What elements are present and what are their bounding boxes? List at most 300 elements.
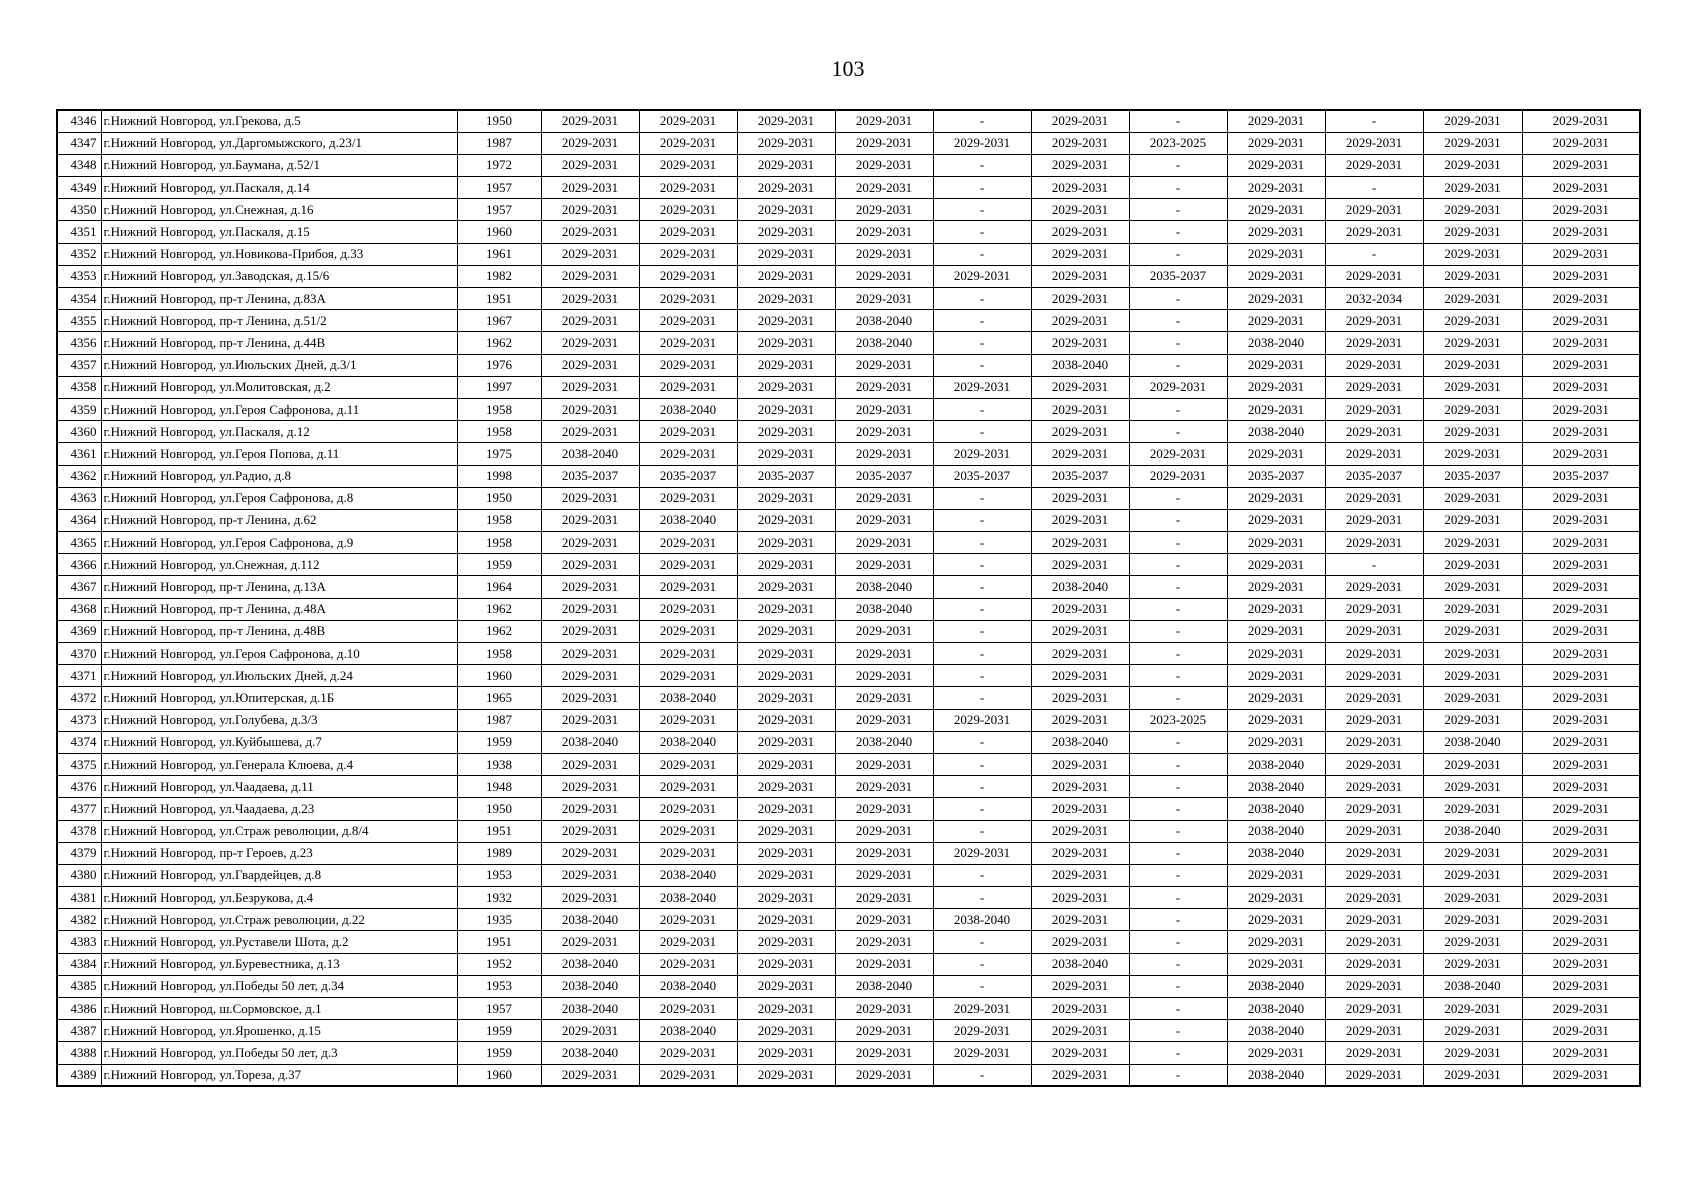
cell-row-number: 4380 [57,864,101,886]
cell-period-2: 2029-2031 [639,421,737,443]
cell-row-number: 4366 [57,554,101,576]
cell-row-number: 4374 [57,731,101,753]
cell-period-6: 2029-2031 [1031,887,1129,909]
cell-period-5: - [933,154,1031,176]
cell-period-2: 2029-2031 [639,620,737,642]
cell-period-5: - [933,199,1031,221]
cell-address: г.Нижний Новгород, ул.Паскаля, д.12 [101,421,457,443]
cell-period-9: 2029-2031 [1325,909,1423,931]
cell-address: г.Нижний Новгород, пр-т Ленина, д.62 [101,509,457,531]
cell-period-4: 2029-2031 [835,620,933,642]
cell-build-year: 1959 [457,554,541,576]
cell-period-3: 2029-2031 [737,532,835,554]
cell-period-1: 2029-2031 [541,509,639,531]
cell-period-7: - [1129,177,1227,199]
cell-address: г.Нижний Новгород, ул.Гвардейцев, д.8 [101,864,457,886]
cell-period-9: 2029-2031 [1325,509,1423,531]
cell-address: г.Нижний Новгород, ул.Заводская, д.15/6 [101,265,457,287]
cell-address: г.Нижний Новгород, пр-т Ленина, д.44В [101,332,457,354]
cell-period-11: 2029-2031 [1522,1064,1640,1086]
cell-period-3: 2029-2031 [737,310,835,332]
cell-period-1: 2038-2040 [541,998,639,1020]
cell-period-8: 2029-2031 [1227,554,1325,576]
cell-period-9: 2029-2031 [1325,1064,1423,1086]
cell-row-number: 4388 [57,1042,101,1064]
cell-period-5: - [933,820,1031,842]
cell-period-10: 2029-2031 [1423,753,1522,775]
cell-period-6: 2029-2031 [1031,998,1129,1020]
cell-period-2: 2029-2031 [639,931,737,953]
cell-period-6: 2029-2031 [1031,288,1129,310]
cell-period-6: 2029-2031 [1031,1020,1129,1042]
cell-period-10: 2029-2031 [1423,1042,1522,1064]
cell-period-9: 2029-2031 [1325,221,1423,243]
cell-period-3: 2029-2031 [737,598,835,620]
cell-period-10: 2029-2031 [1423,953,1522,975]
cell-build-year: 1958 [457,509,541,531]
cell-period-10: 2029-2031 [1423,598,1522,620]
cell-period-7: - [1129,1020,1227,1042]
cell-period-4: 2029-2031 [835,398,933,420]
cell-period-7: - [1129,687,1227,709]
table-row [57,1042,1640,1064]
cell-period-1: 2029-2031 [541,154,639,176]
cell-period-6: 2029-2031 [1031,1064,1129,1086]
cell-row-number: 4350 [57,199,101,221]
cell-period-4: 2029-2031 [835,887,933,909]
cell-period-2: 2029-2031 [639,487,737,509]
cell-row-number: 4359 [57,398,101,420]
cell-period-7: - [1129,487,1227,509]
cell-period-8: 2038-2040 [1227,332,1325,354]
cell-build-year: 1958 [457,643,541,665]
cell-period-1: 2029-2031 [541,931,639,953]
cell-build-year: 1953 [457,864,541,886]
cell-period-2: 2038-2040 [639,398,737,420]
cell-period-5: - [933,931,1031,953]
cell-period-6: 2029-2031 [1031,199,1129,221]
cell-period-8: 2029-2031 [1227,354,1325,376]
cell-period-4: 2038-2040 [835,576,933,598]
cell-build-year: 1957 [457,199,541,221]
cell-period-8: 2029-2031 [1227,532,1325,554]
cell-period-4: 2029-2031 [835,487,933,509]
cell-period-7: - [1129,731,1227,753]
cell-period-7: - [1129,288,1227,310]
cell-period-4: 2029-2031 [835,421,933,443]
cell-period-11: 2029-2031 [1522,487,1640,509]
cell-address: г.Нижний Новгород, ул.Снежная, д.112 [101,554,457,576]
cell-period-5: - [933,798,1031,820]
cell-period-5: 2029-2031 [933,132,1031,154]
cell-period-7: - [1129,221,1227,243]
cell-period-4: 2038-2040 [835,731,933,753]
cell-address: г.Нижний Новгород, ул.Грекова, д.5 [101,110,457,132]
cell-build-year: 1948 [457,776,541,798]
cell-period-7: - [1129,576,1227,598]
cell-period-2: 2029-2031 [639,576,737,598]
cell-period-8: 2029-2031 [1227,509,1325,531]
cell-period-9: - [1325,110,1423,132]
cell-period-4: 2029-2031 [835,643,933,665]
cell-period-11: 2029-2031 [1522,975,1640,997]
cell-build-year: 1961 [457,243,541,265]
cell-period-5: - [933,221,1031,243]
cell-period-8: 2029-2031 [1227,154,1325,176]
cell-build-year: 1953 [457,975,541,997]
table-body [57,110,1640,1086]
cell-address: г.Нижний Новгород, ул.Страж революции, д.8/4 [101,820,457,842]
cell-period-5: - [933,532,1031,554]
cell-address: г.Нижний Новгород, ул.Даргомыжского, д.23/1 [101,132,457,154]
cell-period-9: 2029-2031 [1325,354,1423,376]
cell-period-8: 2038-2040 [1227,842,1325,864]
cell-period-6: 2038-2040 [1031,953,1129,975]
cell-period-2: 2029-2031 [639,998,737,1020]
cell-period-11: 2029-2031 [1522,132,1640,154]
cell-period-1: 2029-2031 [541,643,639,665]
cell-period-7: - [1129,598,1227,620]
cell-address: г.Нижний Новгород, ул.Руставели Шота, д.2 [101,931,457,953]
cell-address: г.Нижний Новгород, пр-т Ленина, д.48А [101,598,457,620]
cell-address: г.Нижний Новгород, ул.Паскаля, д.15 [101,221,457,243]
cell-period-9: 2029-2031 [1325,820,1423,842]
table-row [57,820,1640,842]
cell-period-7: 2023-2025 [1129,132,1227,154]
cell-row-number: 4369 [57,620,101,642]
cell-period-2: 2029-2031 [639,221,737,243]
cell-period-2: 2029-2031 [639,443,737,465]
cell-period-10: 2029-2031 [1423,487,1522,509]
cell-period-3: 2029-2031 [737,753,835,775]
cell-period-10: 2029-2031 [1423,221,1522,243]
cell-period-9: 2029-2031 [1325,842,1423,864]
cell-build-year: 1987 [457,132,541,154]
cell-period-10: 2029-2031 [1423,132,1522,154]
cell-period-7: - [1129,509,1227,531]
cell-period-8: 2029-2031 [1227,687,1325,709]
cell-period-4: 2029-2031 [835,931,933,953]
table-row [57,487,1640,509]
cell-address: г.Нижний Новгород, ул.Ярошенко, д.15 [101,1020,457,1042]
cell-period-10: 2029-2031 [1423,665,1522,687]
cell-build-year: 1957 [457,177,541,199]
cell-period-1: 2038-2040 [541,443,639,465]
cell-period-4: 2029-2031 [835,177,933,199]
cell-period-7: - [1129,753,1227,775]
cell-period-3: 2029-2031 [737,376,835,398]
cell-period-5: - [933,110,1031,132]
cell-period-4: 2029-2031 [835,243,933,265]
cell-period-6: 2029-2031 [1031,554,1129,576]
cell-period-8: 2029-2031 [1227,398,1325,420]
cell-period-11: 2029-2031 [1522,421,1640,443]
cell-period-9: 2035-2037 [1325,465,1423,487]
cell-period-11: 2029-2031 [1522,443,1640,465]
cell-period-4: 2029-2031 [835,443,933,465]
cell-row-number: 4372 [57,687,101,709]
cell-build-year: 1987 [457,709,541,731]
table-row [57,332,1640,354]
table-row [57,421,1640,443]
cell-period-8: 2029-2031 [1227,177,1325,199]
cell-period-5: - [933,554,1031,576]
cell-period-9: 2029-2031 [1325,532,1423,554]
cell-period-1: 2029-2031 [541,598,639,620]
cell-period-3: 2029-2031 [737,1042,835,1064]
cell-period-5: - [933,953,1031,975]
table-row [57,953,1640,975]
cell-period-10: 2038-2040 [1423,731,1522,753]
cell-period-5: - [933,243,1031,265]
cell-address: г.Нижний Новгород, ул.Куйбышева, д.7 [101,731,457,753]
cell-period-7: - [1129,842,1227,864]
cell-period-1: 2035-2037 [541,465,639,487]
table-row [57,532,1640,554]
cell-period-5: 2029-2031 [933,1042,1031,1064]
cell-period-9: 2029-2031 [1325,154,1423,176]
cell-period-11: 2029-2031 [1522,620,1640,642]
cell-row-number: 4346 [57,110,101,132]
cell-period-4: 2029-2031 [835,998,933,1020]
cell-period-9: 2032-2034 [1325,288,1423,310]
cell-period-1: 2029-2031 [541,620,639,642]
cell-period-9: 2029-2031 [1325,620,1423,642]
cell-period-9: 2029-2031 [1325,709,1423,731]
table-row [57,132,1640,154]
cell-period-2: 2029-2031 [639,288,737,310]
cell-period-6: 2029-2031 [1031,864,1129,886]
cell-period-11: 2029-2031 [1522,887,1640,909]
cell-period-9: 2029-2031 [1325,643,1423,665]
cell-period-8: 2029-2031 [1227,288,1325,310]
table-row [57,643,1640,665]
cell-period-11: 2029-2031 [1522,110,1640,132]
cell-build-year: 1958 [457,532,541,554]
cell-period-3: 2029-2031 [737,776,835,798]
table-row [57,376,1640,398]
cell-period-7: - [1129,620,1227,642]
table-row [57,154,1640,176]
cell-row-number: 4381 [57,887,101,909]
table-row [57,265,1640,287]
cell-period-7: 2023-2025 [1129,709,1227,731]
cell-period-4: 2038-2040 [835,310,933,332]
cell-period-2: 2029-2031 [639,842,737,864]
cell-period-6: 2029-2031 [1031,665,1129,687]
cell-period-1: 2029-2031 [541,177,639,199]
cell-period-3: 2029-2031 [737,687,835,709]
cell-row-number: 4351 [57,221,101,243]
cell-row-number: 4354 [57,288,101,310]
cell-address: г.Нижний Новгород, пр-т Ленина, д.13А [101,576,457,598]
cell-period-2: 2029-2031 [639,177,737,199]
cell-build-year: 1959 [457,731,541,753]
cell-period-9: 2029-2031 [1325,665,1423,687]
cell-period-5: - [933,332,1031,354]
cell-build-year: 1959 [457,1020,541,1042]
cell-period-7: - [1129,243,1227,265]
cell-row-number: 4360 [57,421,101,443]
cell-period-7: - [1129,776,1227,798]
cell-period-10: 2029-2031 [1423,154,1522,176]
cell-period-11: 2029-2031 [1522,776,1640,798]
cell-period-11: 2029-2031 [1522,998,1640,1020]
cell-period-5: - [933,643,1031,665]
cell-period-2: 2029-2031 [639,820,737,842]
cell-period-7: - [1129,998,1227,1020]
cell-period-6: 2029-2031 [1031,421,1129,443]
cell-period-7: - [1129,798,1227,820]
table-row [57,554,1640,576]
cell-period-4: 2029-2031 [835,776,933,798]
cell-period-2: 2038-2040 [639,975,737,997]
cell-build-year: 1967 [457,310,541,332]
cell-period-11: 2035-2037 [1522,465,1640,487]
table-row [57,288,1640,310]
cell-period-8: 2029-2031 [1227,887,1325,909]
cell-period-4: 2029-2031 [835,1064,933,1086]
cell-period-5: - [933,598,1031,620]
cell-period-11: 2029-2031 [1522,154,1640,176]
cell-period-3: 2029-2031 [737,643,835,665]
cell-period-8: 2029-2031 [1227,1042,1325,1064]
cell-period-3: 2029-2031 [737,332,835,354]
cell-period-4: 2029-2031 [835,1020,933,1042]
cell-period-7: 2029-2031 [1129,376,1227,398]
cell-period-8: 2038-2040 [1227,1020,1325,1042]
cell-row-number: 4389 [57,1064,101,1086]
cell-build-year: 1958 [457,421,541,443]
cell-period-10: 2029-2031 [1423,887,1522,909]
cell-address: г.Нижний Новгород, ул.Июльских Дней, д.24 [101,665,457,687]
cell-period-8: 2029-2031 [1227,909,1325,931]
cell-period-1: 2029-2031 [541,753,639,775]
cell-row-number: 4361 [57,443,101,465]
cell-period-8: 2029-2031 [1227,731,1325,753]
cell-period-6: 2029-2031 [1031,1042,1129,1064]
cell-period-5: - [933,354,1031,376]
cell-period-7: - [1129,887,1227,909]
cell-period-2: 2029-2031 [639,532,737,554]
table-row [57,354,1640,376]
cell-row-number: 4384 [57,953,101,975]
housing-table [56,109,1641,1087]
cell-period-8: 2029-2031 [1227,110,1325,132]
cell-build-year: 1951 [457,931,541,953]
cell-period-9: 2029-2031 [1325,598,1423,620]
table-row [57,1064,1640,1086]
table-row [57,665,1640,687]
cell-period-6: 2029-2031 [1031,243,1129,265]
cell-period-1: 2029-2031 [541,842,639,864]
cell-build-year: 1952 [457,953,541,975]
cell-period-9: 2029-2031 [1325,864,1423,886]
cell-build-year: 1997 [457,376,541,398]
cell-build-year: 1998 [457,465,541,487]
cell-period-11: 2029-2031 [1522,709,1640,731]
cell-period-9: 2029-2031 [1325,421,1423,443]
cell-period-6: 2029-2031 [1031,532,1129,554]
cell-build-year: 1975 [457,443,541,465]
cell-row-number: 4377 [57,798,101,820]
cell-period-5: - [933,776,1031,798]
cell-period-3: 2029-2031 [737,199,835,221]
cell-address: г.Нижний Новгород, ул.Героя Попова, д.11 [101,443,457,465]
cell-period-7: - [1129,820,1227,842]
cell-period-3: 2029-2031 [737,509,835,531]
cell-period-7: - [1129,398,1227,420]
cell-period-9: 2029-2031 [1325,998,1423,1020]
cell-period-2: 2038-2040 [639,887,737,909]
cell-period-10: 2029-2031 [1423,177,1522,199]
cell-period-8: 2029-2031 [1227,265,1325,287]
cell-address: г.Нижний Новгород, ул.Июльских Дней, д.3/1 [101,354,457,376]
cell-period-1: 2029-2031 [541,864,639,886]
cell-period-10: 2029-2031 [1423,532,1522,554]
cell-period-4: 2029-2031 [835,953,933,975]
cell-period-6: 2029-2031 [1031,776,1129,798]
cell-period-7: - [1129,665,1227,687]
cell-period-6: 2029-2031 [1031,332,1129,354]
cell-address: г.Нижний Новгород, ул.Героя Сафронова, д.11 [101,398,457,420]
cell-period-8: 2038-2040 [1227,998,1325,1020]
cell-address: г.Нижний Новгород, ул.Героя Сафронова, д.8 [101,487,457,509]
cell-period-6: 2029-2031 [1031,132,1129,154]
cell-period-10: 2029-2031 [1423,421,1522,443]
cell-period-6: 2029-2031 [1031,310,1129,332]
cell-period-4: 2029-2031 [835,864,933,886]
cell-period-4: 2029-2031 [835,753,933,775]
cell-period-7: - [1129,1042,1227,1064]
cell-address: г.Нижний Новгород, ул.Паскаля, д.14 [101,177,457,199]
cell-build-year: 1982 [457,265,541,287]
cell-period-7: - [1129,310,1227,332]
cell-period-4: 2029-2031 [835,1042,933,1064]
cell-period-2: 2029-2031 [639,776,737,798]
cell-period-8: 2038-2040 [1227,753,1325,775]
cell-address: г.Нижний Новгород, ул.Молитовская, д.2 [101,376,457,398]
cell-period-1: 2029-2031 [541,421,639,443]
cell-address: г.Нижний Новгород, пр-т Героев, д.23 [101,842,457,864]
cell-row-number: 4357 [57,354,101,376]
cell-period-4: 2029-2031 [835,354,933,376]
cell-period-8: 2029-2031 [1227,953,1325,975]
cell-period-11: 2029-2031 [1522,177,1640,199]
cell-period-6: 2038-2040 [1031,576,1129,598]
cell-period-5: 2029-2031 [933,1020,1031,1042]
cell-period-9: 2029-2031 [1325,332,1423,354]
cell-period-10: 2029-2031 [1423,776,1522,798]
cell-period-4: 2029-2031 [835,376,933,398]
cell-period-1: 2029-2031 [541,820,639,842]
cell-period-10: 2029-2031 [1423,842,1522,864]
cell-address: г.Нижний Новгород, ул.Генерала Клюева, д.4 [101,753,457,775]
table-row [57,509,1640,531]
cell-period-4: 2029-2031 [835,199,933,221]
cell-build-year: 1951 [457,288,541,310]
cell-period-2: 2029-2031 [639,709,737,731]
cell-period-7: - [1129,643,1227,665]
cell-row-number: 4382 [57,909,101,931]
table-row [57,620,1640,642]
cell-period-9: 2029-2031 [1325,487,1423,509]
cell-period-11: 2029-2031 [1522,598,1640,620]
cell-row-number: 4385 [57,975,101,997]
cell-period-11: 2029-2031 [1522,243,1640,265]
cell-period-10: 2029-2031 [1423,576,1522,598]
cell-period-3: 2029-2031 [737,864,835,886]
